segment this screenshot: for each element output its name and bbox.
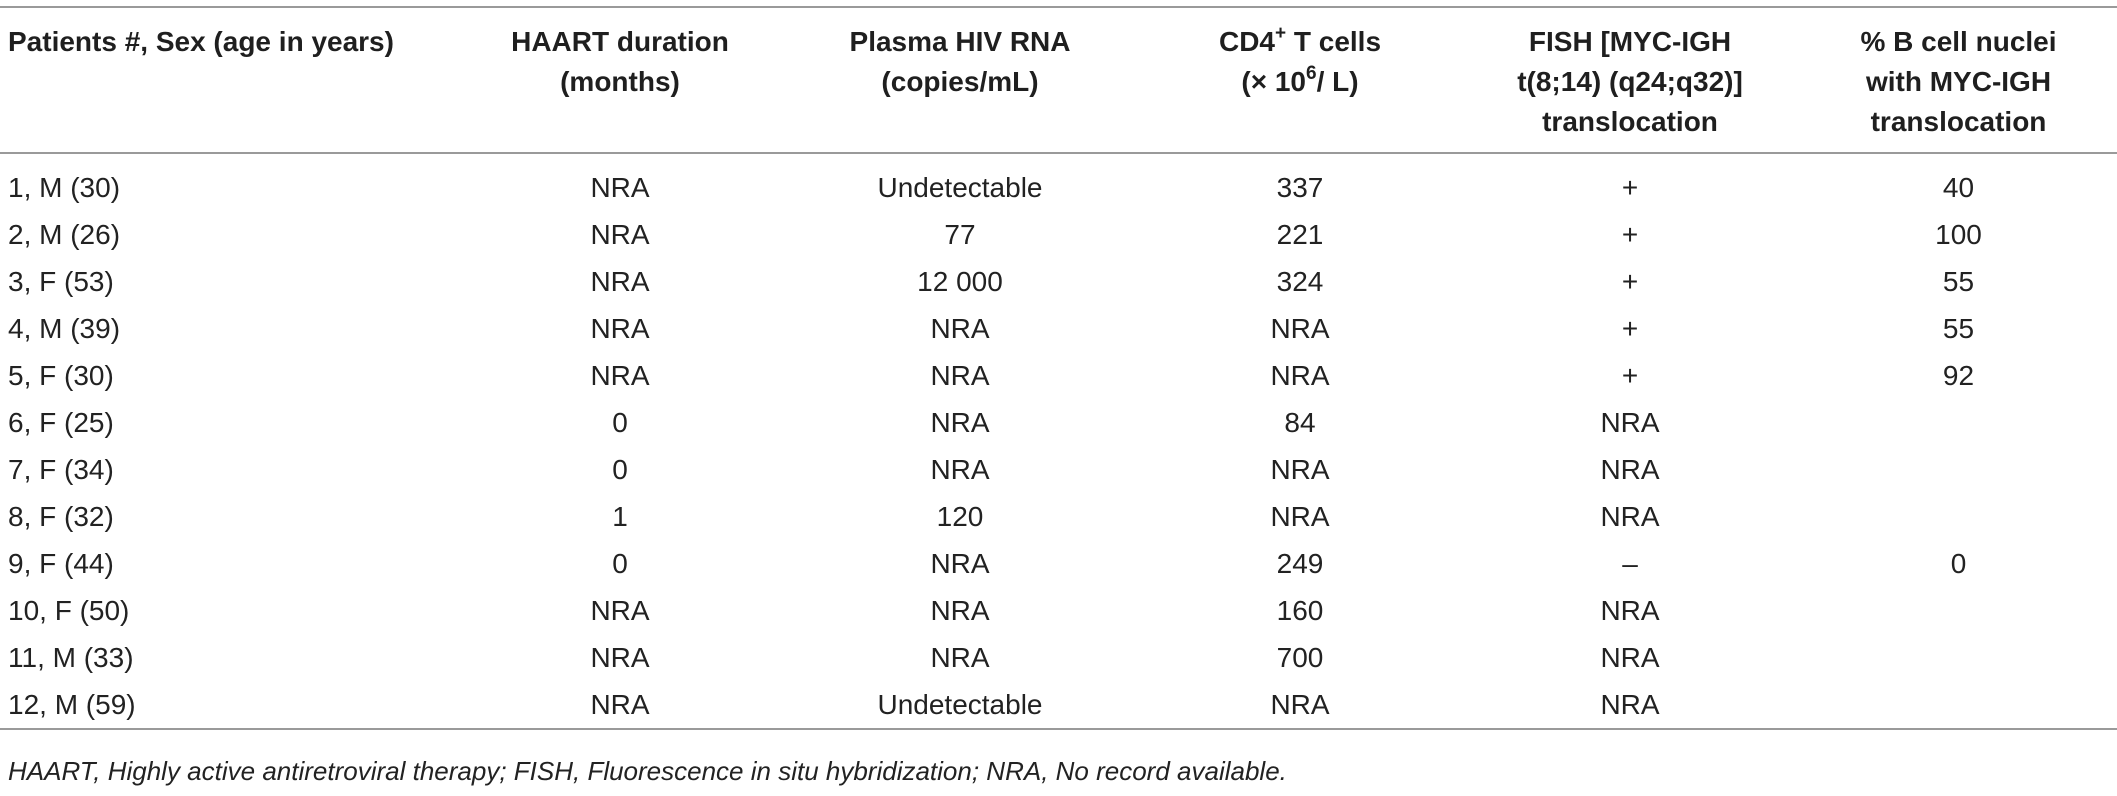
cell-cd4-count: NRA [1270,501,1330,532]
cell-hiv-rna: NRA [930,595,990,626]
cell-fish-result: + [1621,172,1639,203]
cell-b-cell-percent [1800,446,2117,493]
cell-cd4-count: NRA [1270,360,1330,391]
cell-fish-result: NRA [1600,407,1660,438]
cell-fish-result: NRA [1600,642,1660,673]
cell-cd4-count: 221 [1276,219,1324,250]
table-row [0,493,2117,540]
cell-fish-result: + [1621,313,1639,344]
cell-haart-duration: NRA [590,689,650,720]
table-row [0,352,2117,399]
cell-haart-duration: 0 [612,548,628,579]
cell-hiv-rna: NRA [930,454,990,485]
table-row [0,211,2117,258]
table-footnote: HAART, Highly active antiretroviral therapy; FISH, Fluorescence in situ hybridization; NRA, No record available. [8,756,1287,786]
header-fish-line3: translocation [1542,106,1718,137]
cell-patient: 7, F (34) [8,454,114,485]
table-row [0,587,2117,634]
header-fish [1460,7,1800,153]
table-row [0,153,2117,211]
cell-b-cell-percent: 55 [1942,266,1975,297]
cell-b-cell-percent: 0 [1950,548,1967,579]
header-fish-line1: FISH [MYC-IGH [1528,26,1732,57]
table-row [0,399,2117,446]
cell-b-cell-percent: 55 [1942,313,1975,344]
cell-b-cell-percent [1800,634,2117,681]
cell-cd4-count: NRA [1270,454,1330,485]
cell-haart-duration: NRA [590,172,650,203]
cell-b-cell-percent: 100 [1935,219,1982,250]
cell-patient: 8, F (32) [8,501,114,532]
cell-hiv-rna: 77 [944,219,976,250]
table-body [0,153,2117,729]
header-b-cell-line1: % B cell nuclei [1860,26,2057,57]
cell-b-cell-percent: 92 [1942,360,1975,391]
header-patient-line1: Patients #, Sex (age in years) [8,26,394,57]
cell-haart-duration: 1 [612,501,628,532]
cell-patient: 3, F (53) [8,266,114,297]
cell-patient: 2, M (26) [8,219,121,250]
cell-hiv-rna: 120 [936,501,984,532]
cell-haart-duration: 0 [612,407,628,438]
cell-cd4-count: 337 [1276,172,1324,203]
header-hiv-rna-line2: (copies/mL) [881,66,1039,97]
cell-patient: 6, F (25) [8,407,114,438]
cell-haart-duration: NRA [590,313,650,344]
cell-cd4-count: 160 [1276,595,1324,626]
table-row [0,258,2117,305]
cell-patient: 4, M (39) [8,313,121,344]
cell-fish-result: + [1621,360,1639,391]
cell-patient: 1, M (30) [8,172,121,203]
cell-fish-result: + [1621,219,1639,250]
header-cd4-line2-sup: 6 [1306,62,1317,84]
cell-fish-result: NRA [1600,595,1660,626]
cell-haart-duration: NRA [590,642,650,673]
header-row [0,7,2117,153]
cell-cd4-count: 84 [1284,407,1316,438]
header-fish-line2: t(8;14) (q24;q32)] [1517,66,1743,97]
header-cd4-line1-pre: CD4 [1218,26,1275,57]
header-patient [0,7,460,153]
table-row [0,305,2117,352]
header-b-cell [1800,7,2117,153]
table-row [0,681,2117,729]
cell-hiv-rna: Undetectable [877,172,1043,203]
cell-cd4-count: NRA [1270,689,1330,720]
cell-haart-duration: NRA [590,595,650,626]
cell-hiv-rna: Undetectable [877,689,1043,720]
cell-hiv-rna: NRA [930,642,990,673]
cell-fish-result: – [1622,548,1638,579]
cell-patient: 5, F (30) [8,360,114,391]
cell-patient: 12, M (59) [8,689,136,720]
cell-cd4-count: 249 [1276,548,1324,579]
header-hiv-rna-line1: Plasma HIV RNA [849,26,1071,57]
cell-fish-result: NRA [1600,501,1660,532]
header-cd4-line1-sup: + [1274,22,1287,44]
patient-table [0,6,2117,730]
table-row [0,634,2117,681]
cell-hiv-rna: NRA [930,548,990,579]
cell-fish-result: + [1621,266,1639,297]
cell-patient: 10, F (50) [8,595,130,626]
cell-haart-duration: NRA [590,360,650,391]
cell-haart-duration: NRA [590,219,650,250]
cell-hiv-rna: 12 000 [917,266,1003,297]
header-cd4 [1140,7,1460,153]
header-haart-line1: HAART duration [511,26,729,57]
cell-patient: 11, M (33) [8,642,134,673]
header-hiv-rna [780,7,1140,153]
cell-fish-result: NRA [1600,689,1660,720]
cell-haart-duration: NRA [590,266,650,297]
header-cd4-line2-pre: (× 10 [1241,66,1307,97]
header-b-cell-line2: with MYC-IGH [1865,66,2052,97]
cell-b-cell-percent: 40 [1942,172,1975,203]
cell-haart-duration: 0 [612,454,628,485]
cell-hiv-rna: NRA [930,360,990,391]
table-row [0,540,2117,587]
cell-b-cell-percent [1800,681,2117,729]
header-haart-line2: (months) [560,66,680,97]
header-cd4-line2-post: / L) [1316,66,1359,97]
table-header [0,7,2117,153]
cell-cd4-count: NRA [1270,313,1330,344]
cell-hiv-rna: NRA [930,313,990,344]
header-cd4-line1-post: T cells [1286,26,1382,57]
cell-patient: 9, F (44) [8,548,114,579]
header-haart [460,7,780,153]
cell-fish-result: NRA [1600,454,1660,485]
cell-b-cell-percent [1800,493,2117,540]
cell-cd4-count: 324 [1276,266,1324,297]
header-b-cell-line3: translocation [1870,106,2047,137]
cell-b-cell-percent [1800,587,2117,634]
table-row [0,446,2117,493]
cell-hiv-rna: NRA [930,407,990,438]
cell-b-cell-percent [1800,399,2117,446]
cell-cd4-count: 700 [1276,642,1324,673]
